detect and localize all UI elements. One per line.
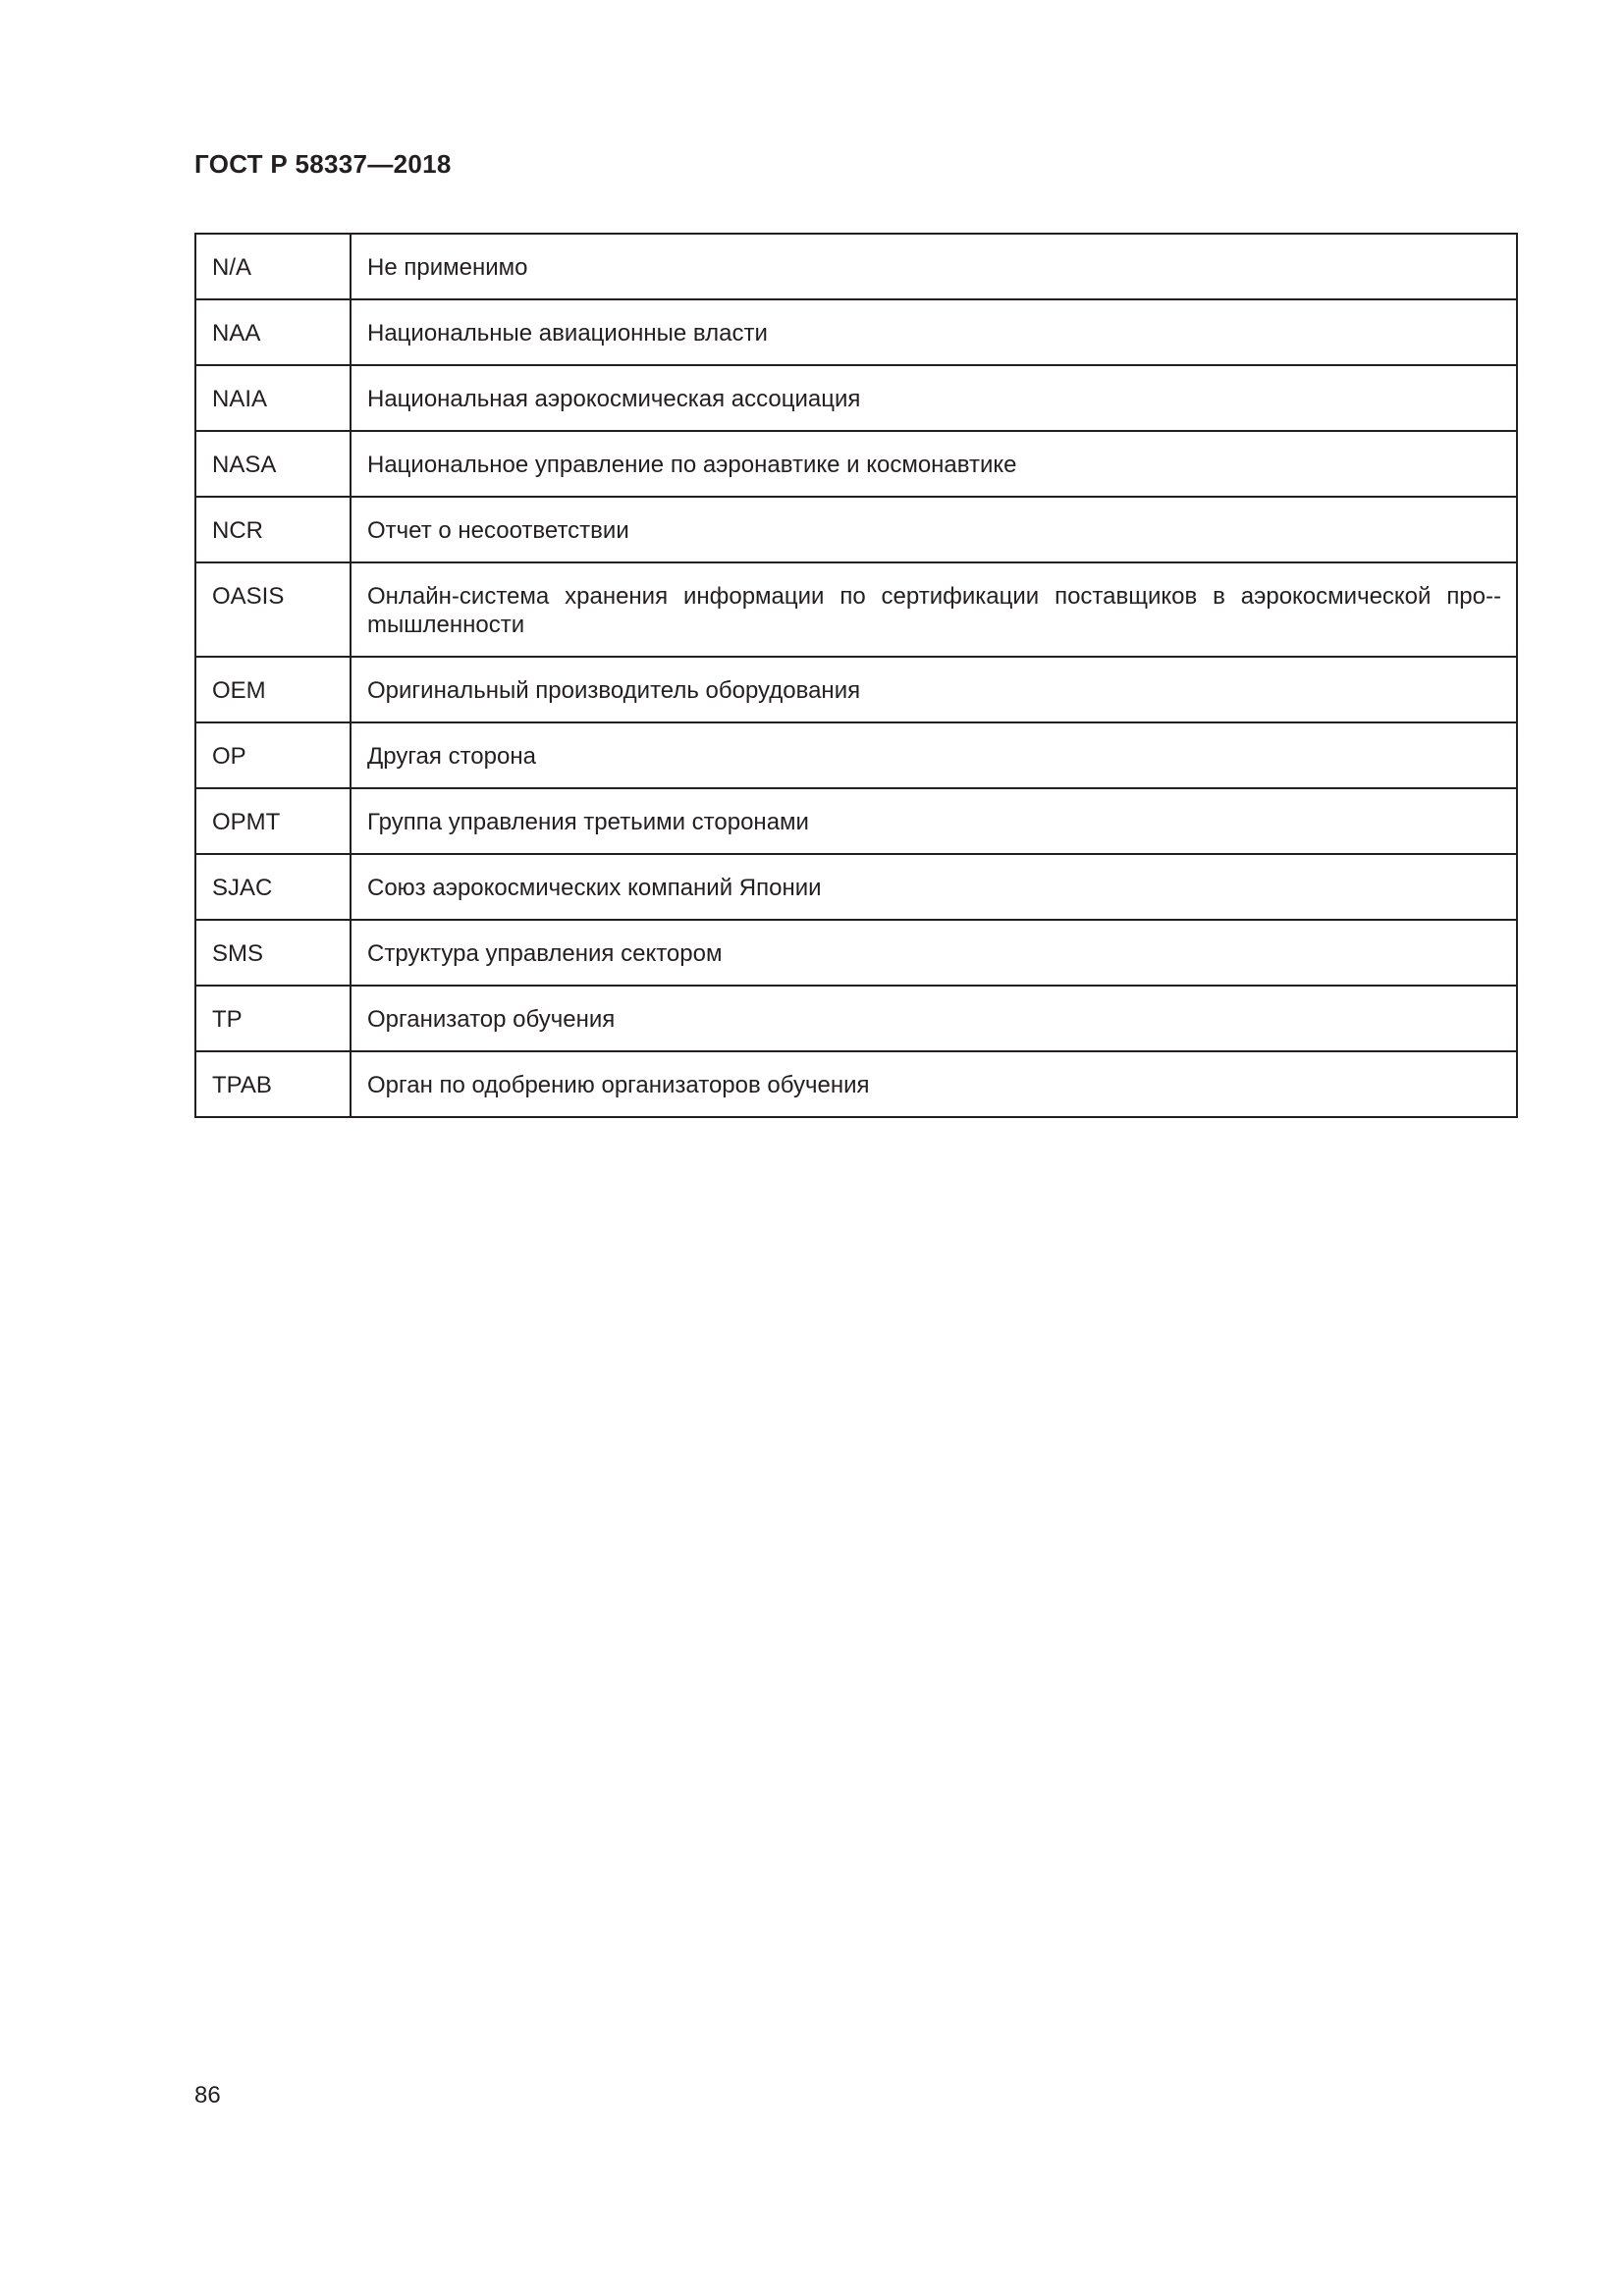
definition-cell: Национальное управление по аэронавтике и космонавтике xyxy=(351,431,1517,497)
definition-cell: Оригинальный производитель оборудования xyxy=(351,657,1517,722)
abbreviation-cell: OP xyxy=(195,722,351,788)
definition-cell: Союз аэрокосмических компаний Японии xyxy=(351,854,1517,920)
abbreviation-cell: NCR xyxy=(195,497,351,562)
abbreviation-cell: TPAB xyxy=(195,1051,351,1117)
abbreviation-cell: N/A xyxy=(195,234,351,299)
table-row xyxy=(195,788,1517,854)
table-row xyxy=(195,986,1517,1051)
abbreviation-cell: SJAC xyxy=(195,854,351,920)
definition-cell: Структура управления сектором xyxy=(351,920,1517,986)
definition-cell: Другая сторона xyxy=(351,722,1517,788)
table-row xyxy=(195,562,1517,657)
table-row xyxy=(195,234,1517,299)
page-number: 86 xyxy=(194,2082,221,2109)
definition-cell: Орган по одобрению организаторов обучения xyxy=(351,1051,1517,1117)
abbreviations-table xyxy=(194,233,1518,1118)
definition-cell: Группа управления третьими сторонами xyxy=(351,788,1517,854)
abbreviations-table-body xyxy=(195,234,1517,1117)
abbreviation-cell: OEM xyxy=(195,657,351,722)
definition-cell: Организатор обучения xyxy=(351,986,1517,1051)
table-row xyxy=(195,920,1517,986)
table-row xyxy=(195,497,1517,562)
abbreviation-cell: NAA xyxy=(195,299,351,365)
abbreviation-cell: SMS xyxy=(195,920,351,986)
definition-cell: Не применимо xyxy=(351,234,1517,299)
abbreviation-cell: OPMT xyxy=(195,788,351,854)
definition-cell: Национальные авиационные власти xyxy=(351,299,1517,365)
table-row xyxy=(195,299,1517,365)
abbreviation-cell: OASIS xyxy=(195,562,351,657)
definition-cell: Национальная аэрокосмическая ассоциация xyxy=(351,365,1517,431)
table-row xyxy=(195,1051,1517,1117)
table-row xyxy=(195,722,1517,788)
abbreviation-cell: TP xyxy=(195,986,351,1051)
table-row xyxy=(195,431,1517,497)
table-row xyxy=(195,657,1517,722)
definition-cell: Онлайн-система хранения информации по сертификации поставщиков в аэрокосмической про-mышленности xyxy=(351,562,1517,657)
definition-cell: Отчет о несоответствии xyxy=(351,497,1517,562)
document-id: ГОСТ Р 58337—2018 xyxy=(194,149,452,179)
table-row xyxy=(195,854,1517,920)
abbreviation-cell: NAIA xyxy=(195,365,351,431)
table-row xyxy=(195,365,1517,431)
abbreviation-cell: NASA xyxy=(195,431,351,497)
